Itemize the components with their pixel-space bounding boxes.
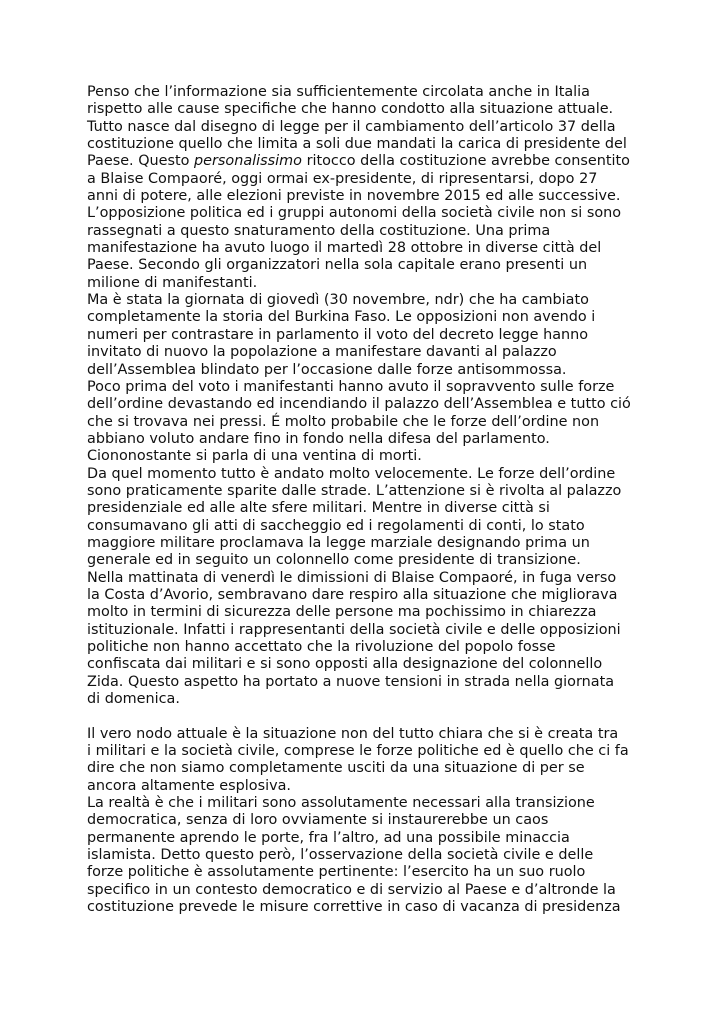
text-line [87, 153, 647, 170]
text-line: Da quel momento tutto è andato molto velocemente. Le forze dell’ordine [87, 465, 616, 482]
text-line: milione di manifestanti. [87, 274, 258, 291]
text-run: Paese. Questo [87, 153, 195, 170]
text-line: presidenziale ed alle alte sfere militari. Mentre in diverse città si [87, 500, 550, 517]
text-line: Ciononostante si parla di una ventina di morti. [87, 448, 422, 465]
text-line: molto in termini di sicurezza delle persone ma pochissimo in chiarezza [87, 604, 597, 621]
paragraph-spacer [87, 708, 647, 725]
text-line: numeri per contrastare in parlamento il voto del decreto legge hanno [87, 326, 589, 343]
text-line: a Blaise Compaoré, oggi ormai ex-presidente, di ripresentarsi, dopo 27 [87, 170, 598, 187]
text-line: Ma è stata la giornata di giovedì (30 novembre, ndr) che ha cambiato [87, 292, 589, 309]
text-line: costituzione quello che limita a soli due mandati la carica di presidente del [87, 136, 627, 153]
text-line: Zida. Questo aspetto ha portato a nuove tensioni in strada nella giornata [87, 673, 615, 690]
text-line: istituzionale. Infatti i rappresentanti della società civile e delle opposizioni [87, 621, 621, 638]
text-line: L’opposizione politica ed i gruppi autonomi della società civile non si sono [87, 205, 622, 222]
text-line: islamista. Detto questo però, l’osservazione della società civile e delle [87, 847, 594, 864]
text-line: rispetto alle cause specifiche che hanno condotto alla situazione attuale. [87, 101, 614, 118]
text-line: Paese. Secondo gli organizzatori nella sola capitale erano presenti un [87, 257, 588, 274]
text-line: Poco prima del voto i manifestanti hanno avuto il sopravvento sulle forze [87, 378, 615, 395]
paragraph-2 [87, 726, 647, 917]
text-line: che si trovava nei pressi. É molto probabile che le forze dell’ordine non [87, 413, 600, 430]
text-line: abbiano voluto andare fino in fondo nella difesa del parlamento. [87, 430, 550, 447]
text-line: rassegnati a questo snaturamento della costituzione. Una prima [87, 222, 551, 239]
text-line: la Costa d’Avorio, sembravano dare respiro alla situazione che migliorava [87, 586, 618, 603]
text-line: ancora altamente esplosiva. [87, 777, 291, 794]
text-line: manifestazione ha avuto luogo il martedì 28 ottobre in diverse città del [87, 240, 602, 257]
text-line: generale ed in seguito un colonnello come presidente di transizione. [87, 552, 581, 569]
text-line: dell’ordine devastando ed incendiando il palazzo dell’Assemblea e tutto ció [87, 396, 631, 413]
text-line: Penso che l’informazione sia sufficientemente circolata anche in Italia [87, 84, 590, 100]
text-line: Il vero nodo attuale è la situazione non del tutto chiara che si è creata tra [87, 725, 619, 742]
text-line: democratica, senza di loro ovviamente si instaurerebbe un caos [87, 812, 549, 829]
text-line: maggiore militare proclamava la legge marziale designando prima un [87, 534, 590, 551]
text-line: forze politiche è assolutamente pertinente: l’esercito ha un suo ruolo [87, 864, 586, 881]
paragraph-1 [87, 84, 647, 708]
text-line: costituzione prevede le misure correttive in caso di vacanza di presidenza [87, 899, 621, 916]
text-line: anni di potere, alle elezioni previste in novembre 2015 ed alle successive. [87, 188, 621, 205]
text-line: politiche non hanno accettato che la rivoluzione del popolo fosse [87, 639, 556, 655]
text-line: Tutto nasce dal disegno di legge per il cambiamento dell’articolo 37 della [87, 118, 616, 135]
text-run: ritocco della costituzione avrebbe consentito [302, 153, 630, 170]
italic-text: personalissimo [194, 153, 302, 170]
text-line: permanente aprendo le porte, fra l’altro, ad una possibile minaccia [87, 829, 570, 846]
document-page [87, 84, 647, 917]
text-line: sono praticamente sparite dalle strade. L’attenzione si è rivolta al palazzo [87, 482, 622, 499]
text-line: La realtà è che i militari sono assolutamente necessari alla transizione [87, 795, 595, 812]
text-line: i militari e la società civile, comprese le forze politiche ed è quello che ci fa [87, 743, 629, 760]
text-line: di domenica. [87, 691, 180, 708]
text-line: specifico in un contesto democratico e di servizio al Paese e d’altronde la [87, 881, 616, 898]
text-line: Nella mattinata di venerdì le dimissioni di Blaise Compaoré, in fuga verso [87, 569, 617, 586]
text-line: dell’Assemblea blindato per l’occasione dalle forze antisommossa. [87, 361, 567, 378]
text-line: confiscata dai militari e si sono opposti alla designazione del colonnello [87, 656, 603, 673]
text-line: completamente la storia del Burkina Faso. Le opposizioni non avendo i [87, 309, 596, 326]
text-line: invitato di nuovo la popolazione a manifestare davanti al palazzo [87, 344, 557, 361]
text-line: dire che non siamo completamente usciti da una situazione di per se [87, 760, 585, 777]
text-line: consumavano gli atti di saccheggio ed i regolamenti di conti, lo stato [87, 517, 585, 534]
